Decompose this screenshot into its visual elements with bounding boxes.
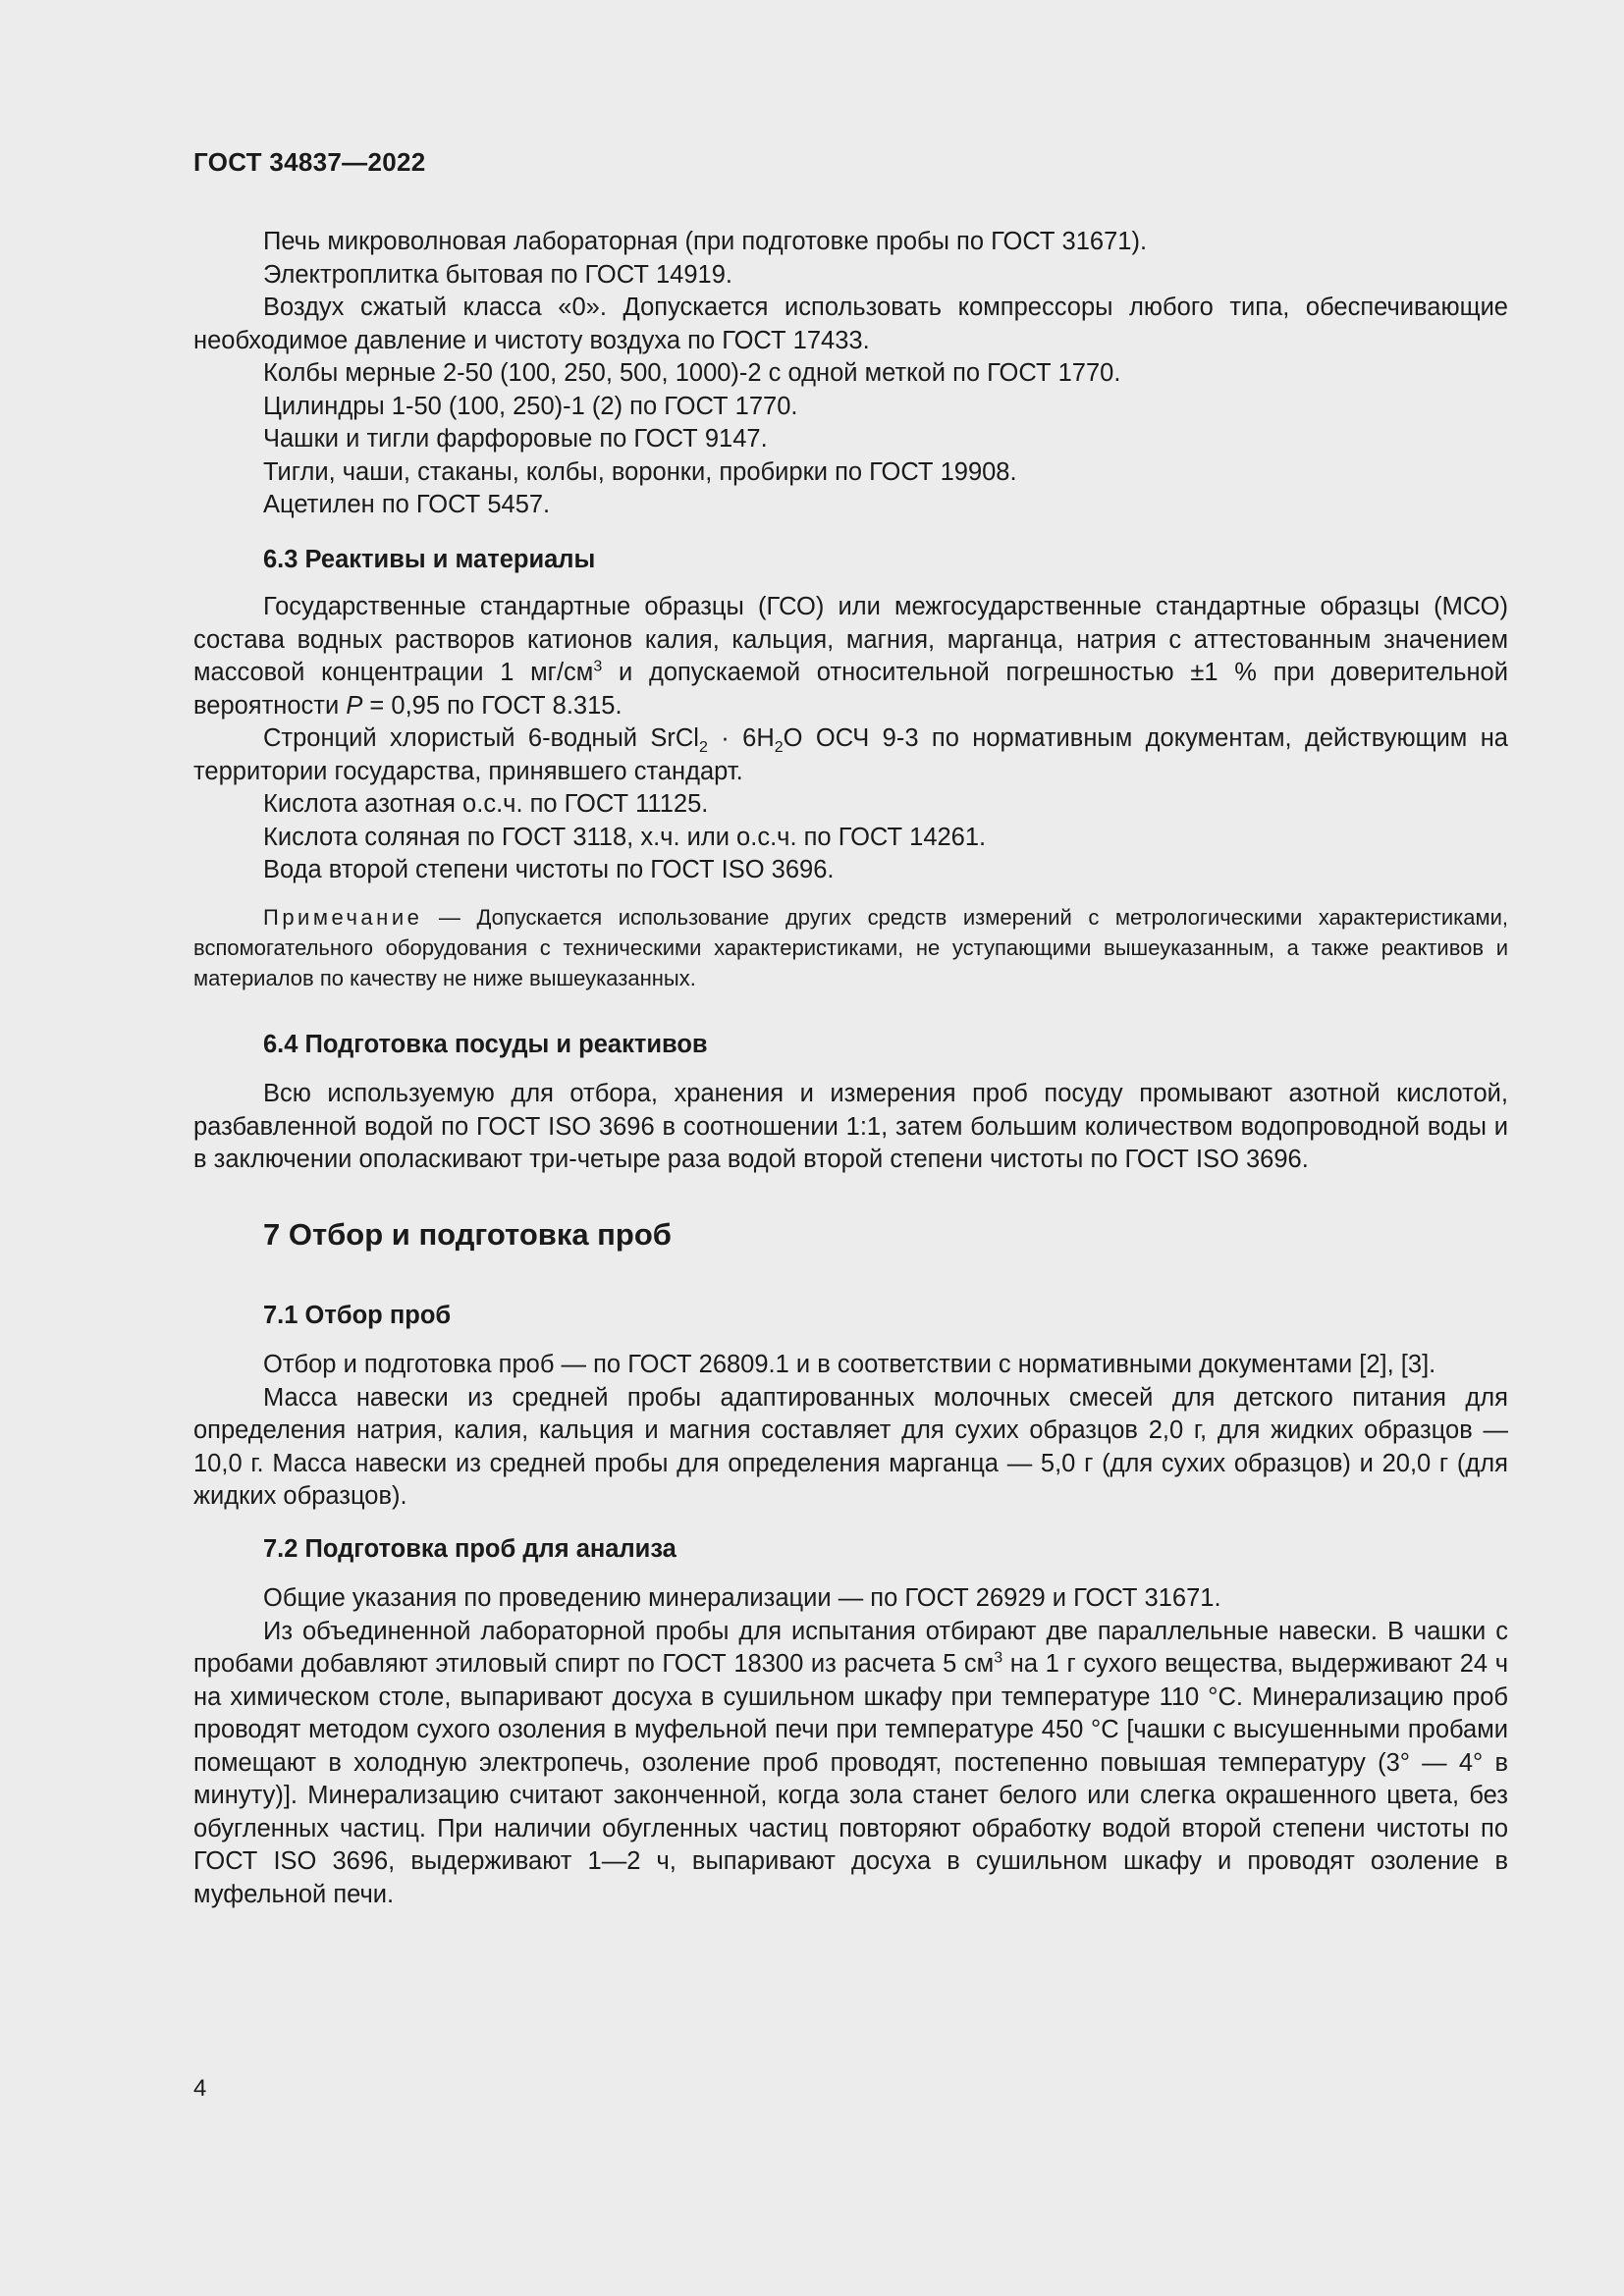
reagent-item: Кислота соляная по ГОСТ 3118, х.ч. или о.с.ч. по ГОСТ 14261. (263, 823, 987, 851)
gso-paragraph: Государственные стандартные образцы (ГСО) или межгосударственные стандартные образцы (МСО) состава водных растворов катионов калия, кальция, магния, марганца, натрия с аттестованным значением массовой концентрации 1 $мг/см^3$ и допускаемой относительной погрешностью ±1 % при доверительной вероятности P = 0,95 по ГОСТ 8.315. (193, 593, 1508, 720)
equipment-item: Воздух сжатый класса «0». Допускается использовать компрессоры любого типа, обеспечивающие необходимое давление и чистоту воздуха по ГОСТ 17433. (193, 294, 1508, 354)
section-7-2-body (193, 1582, 1508, 1911)
page-number: 4 (193, 2075, 207, 2102)
document-header: ГОСТ 34837—2022 (193, 147, 426, 177)
section-6-3-heading: 6.3 Реактивы и материалы (263, 546, 596, 573)
equipment-item: Электроплитка бытовая по ГОСТ 14919. (263, 260, 732, 289)
section-7-heading: 7 Отбор и подготовка проб (263, 1217, 672, 1252)
section-6-3-body (193, 591, 1508, 887)
section-6-4-paragraph: Всю используемую для отбора, хранения и измерения проб посуду промывают азотной кислотой, разбавленной водой по ГОСТ ISO 3696 в соотношении 1:1, затем большим количеством водопроводной воды и в заключении ополаскивают три-четыре раза водой второй степени чистоты по ГОСТ ISO 3696. (193, 1080, 1508, 1173)
note (193, 902, 1508, 993)
section-7-2-heading: 7.2 Подготовка проб для анализа (263, 1535, 677, 1563)
equipment-item: Колбы мерные 2-50 (100, 250, 500, 1000)-2 с одной меткой по ГОСТ 1770. (263, 359, 1121, 387)
equipment-item: Печь микроволновая лабораторная (при подготовке пробы по ГОСТ 31671). (263, 228, 1148, 255)
section-7-1-paragraph: Отбор и подготовка проб — по ГОСТ 26809.1 и в соответствии с нормативными документами [2], [3]. (263, 1351, 1436, 1378)
section-7-1-heading: 7.1 Отбор проб (263, 1302, 452, 1329)
section-7-1-paragraph: Масса навески из средней пробы адаптированных молочных смесей для детского питания для определения натрия, калия, кальция и магния составляет для сухих образцов 2,0 г, для жидких образцов — 10,0 г. Масса навески из средней пробы для определения марганца — 5,0 г (для сухих образцов) и 20,0 г (для жидких образцов). (193, 1383, 1508, 1510)
equipment-list (193, 226, 1508, 522)
section-6-4-heading: 6.4 Подготовка посуды и реактивов (263, 1031, 708, 1058)
equipment-item: Чашки и тигли фарфоровые по ГОСТ 9147. (263, 425, 768, 453)
equipment-item: Тигли, чаши, стаканы, колбы, воронки, пробирки по ГОСТ 19908. (263, 457, 1017, 486)
reagent-item: Кислота азотная о.с.ч. по ГОСТ 11125. (263, 790, 709, 818)
strontium-paragraph: Стронций хлористый 6-водный SrCl$_2$ · $6H_2O$ ОСЧ 9-3 по нормативным документам, действующим на территории государства, принявшего стандарт. (193, 724, 1508, 785)
equipment-item: Цилиндры 1-50 (100, 250)-1 (2) по ГОСТ 1770. (263, 392, 798, 420)
reagent-item: Вода второй степени чистоты по ГОСТ ISO 3696. (263, 856, 835, 883)
section-7-1-body (193, 1349, 1508, 1514)
note-text: — Допускается использование других средств измерений с метрологическими характеристиками, вспомогательного оборудования с техническими характеристиками, не уступающими вышеуказанным, а также реактивов и материалов по качеству не ниже вышеуказанных. (193, 905, 1508, 990)
section-7-2-paragraph: Из объединенной лабораторной пробы для испытания отбирают две параллельные навески. В чашки с пробами добавляют этиловый спирт по ГОСТ 18300 из расчета 5 $см^3$ на 1 г сухого вещества, выдерживают 24 ч на химическом столе, выпаривают досуха в сушильном шкафу при температуре 110 °С. Минерализацию проб проводят методом сухого озоления в муфельной печи при температуре 450 °С [чашки с высушенными пробами помещают в холодную электропечь, озоление проб проводят, постепенно повышая температуру (3° — 4° в минуту)]. Минерализацию считают законченной, когда зола станет белого или слегка окрашенного цвета, без обугленных частиц. При наличии обугленных частиц повторяют обработку водой второй степени чистоты по ГОСТ ISO 3696, выдерживают 1—2 ч, выпаривают досуха в сушильном шкафу и проводят озоление в муфельной печи. (193, 1617, 1508, 1908)
section-7-2-paragraph: Общие указания по проведению минерализации — по ГОСТ 26929 и ГОСТ 31671. (263, 1584, 1221, 1612)
note-label: Примечание (263, 905, 423, 930)
equipment-item: Ацетилен по ГОСТ 5457. (263, 491, 551, 518)
section-6-4-body (193, 1078, 1508, 1177)
